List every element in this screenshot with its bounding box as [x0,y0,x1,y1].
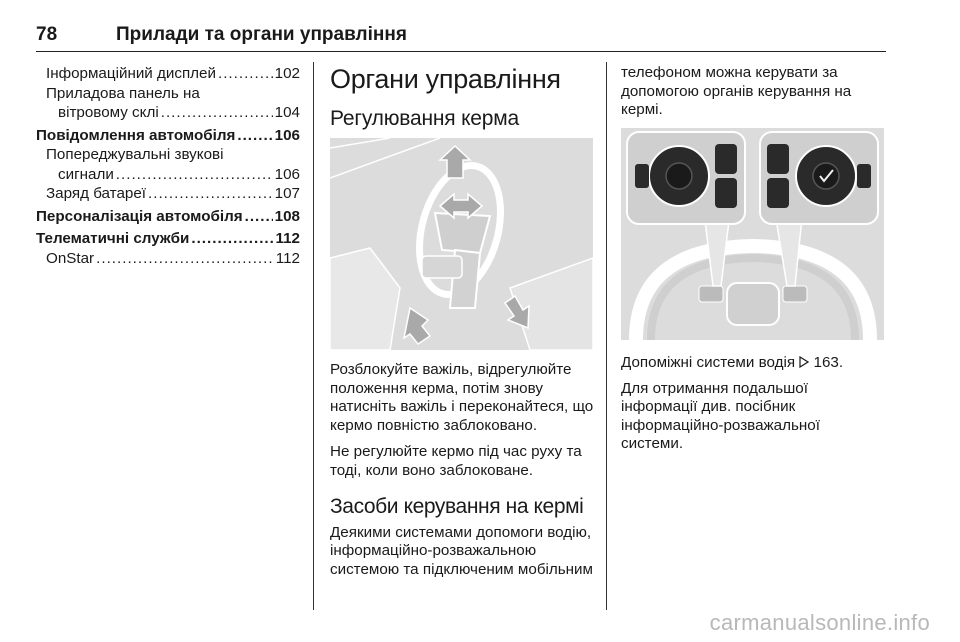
paragraph-warning: Не регулюйте кермо під час руху та тоді, коли воно заблоковане. [330,443,582,479]
arrow-right-outline-icon[interactable] [799,355,809,374]
toc-entry[interactable]: Інформаційний дисплей ..... 102 [36,64,300,84]
paragraph-more-info: Для отримання подальшої інформації див. посібник інформаційно-розважальної системи. [621,379,820,453]
toc-entry[interactable]: сигнали ..... 106 [36,165,300,185]
column-2-text [330,361,595,579]
column-divider-2 [606,62,607,610]
toc-entry-bold[interactable]: Повідомлення автомобіля ..... 106 [36,126,300,146]
toc-entry-line: Приладова панель на [46,84,200,102]
subsection-title-steering: Регулювання керма [330,107,519,130]
column-3 [621,64,886,120]
table-of-contents [36,64,300,268]
steering-adjustment-illustration [330,138,593,350]
steering-controls-drawing [621,128,884,340]
page-number: 78 [36,24,58,45]
toc-entry[interactable]: вітровому склі ..... 104 [36,103,300,123]
paragraph-assist: Допоміжні системи водія 163. [621,354,886,374]
column-3-text [621,354,886,454]
steering-wheel-drawing [330,138,593,350]
page-reference[interactable]: 163 [813,354,839,371]
chapter-title: Прилади та органи управління [116,24,407,45]
toc-entry-line: Попереджувальні звукові [46,146,224,163]
section-title: Органи управління [330,64,561,94]
subsection-title-controls: Засоби керування на кермі [330,494,584,518]
page-header [36,22,886,52]
column-2 [330,64,595,132]
paragraph-controls: Деякими системами допомоги водію, інформаційно-розважальною системою та підключеним мобільним [330,523,593,578]
steering-wheel-controls-illustration [621,128,884,340]
toc-entry[interactable]: Заряд батареї ..... 107 [36,184,300,204]
watermark: carmanualsonline.info [709,610,930,635]
toc-entry[interactable]: OnStar ..... 112 [36,249,300,269]
paragraph-controls-continued: телефоном можна керувати за допомогою органів керування на кермі. [621,64,852,119]
column-divider-1 [313,62,314,610]
toc-entry-bold[interactable]: Телематичні служби ..... 112 [36,229,300,249]
paragraph-unlock: Розблокуйте важіль, відрегулюйте положення керма, потім знову натисніть важіль і переконайтеся, що кермо повністю заблоковано. [330,361,594,434]
toc-entry-bold[interactable]: Персоналізація автомобіля ..... 108 [36,207,300,227]
